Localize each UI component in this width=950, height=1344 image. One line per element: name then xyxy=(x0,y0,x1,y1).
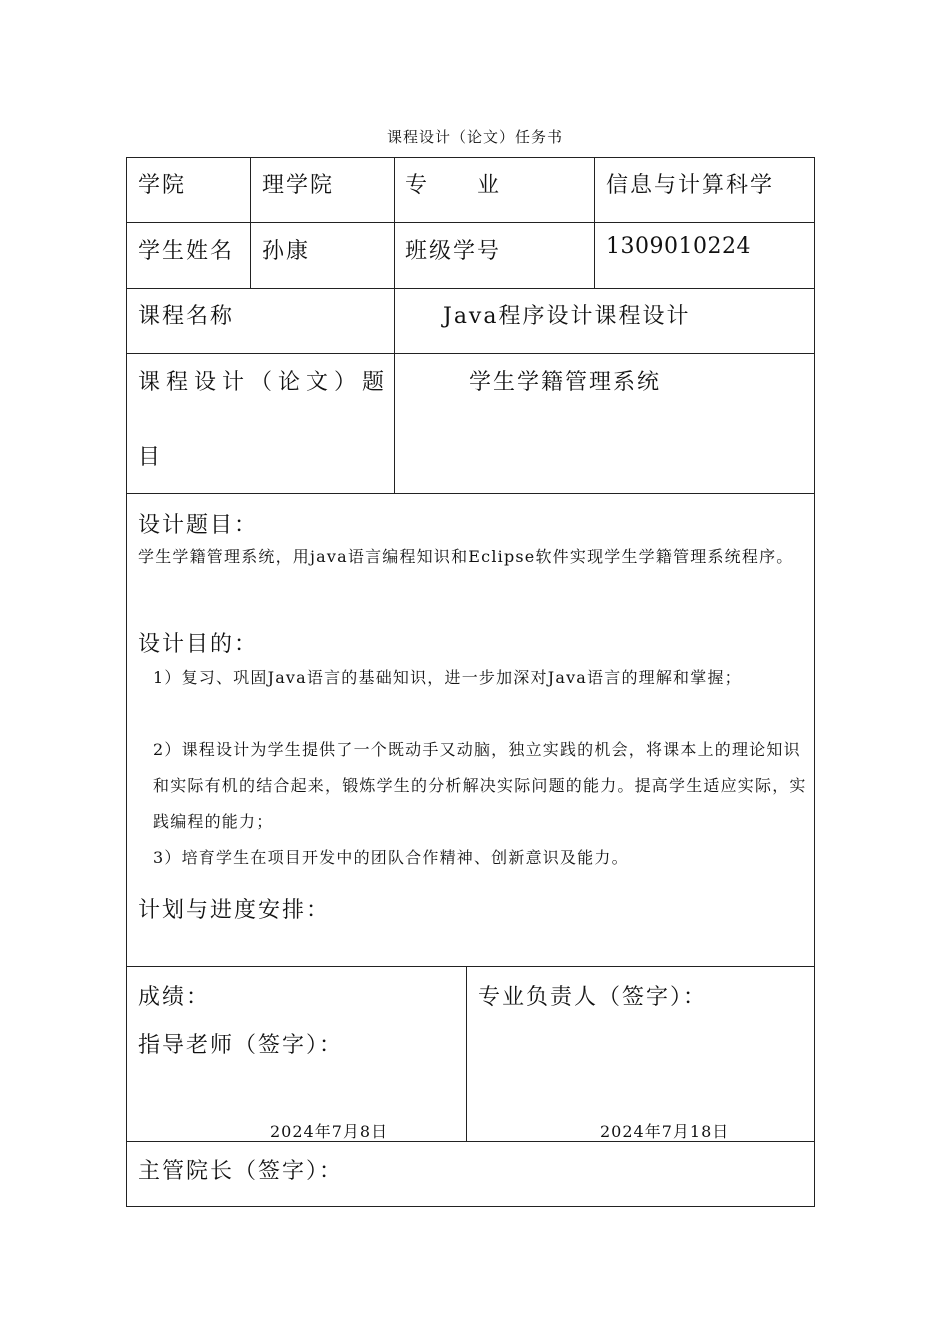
row-divider xyxy=(127,222,814,223)
document-title: 课程设计（论文）任务书 xyxy=(386,128,563,146)
design-topic-text: 学生学籍管理系统，用java语言编程知识和Eclipse软件实现学生学籍管理系统程序。 xyxy=(138,547,794,566)
advisor-date: 2024年7月8日 xyxy=(270,1122,389,1141)
major-label: 专 业 xyxy=(405,173,502,198)
topic-value: 学生学籍管理系统 xyxy=(469,370,662,395)
row-divider xyxy=(127,288,814,289)
college-value: 理学院 xyxy=(262,173,335,198)
major-head-signature-label: 专业负责人（签字）： xyxy=(478,985,708,1010)
design-purpose-heading: 设计目的： xyxy=(138,632,259,657)
purpose-item-3: 3）培育学生在项目开发中的团队合作精神、创新意识及能力。 xyxy=(153,848,629,867)
purpose-item-1: 1）复习、巩固Java语言的基础知识，进一步加深对Java语言的理解和掌握； xyxy=(153,668,742,687)
advisor-signature-label: 指导老师（签字）： xyxy=(138,1033,344,1058)
row-divider xyxy=(127,353,814,354)
purpose-item-2: 2）课程设计为学生提供了一个既动手又动脑，独立实践的机会，将课本上的理论知识和实际有机的结合起来，锻炼学生的分析解决实际问题的能力。提高学生适应实际，实践编程的能力； xyxy=(153,740,807,831)
major-value: 信息与计算科学 xyxy=(606,173,775,198)
class-id-value: 1309010224 xyxy=(606,234,751,259)
design-topic-heading: 设计题目： xyxy=(138,513,259,538)
college-label: 学院 xyxy=(138,173,187,198)
student-name-label: 学生姓名 xyxy=(138,239,235,264)
topic-label-continued: 目 xyxy=(138,445,163,470)
dean-signature-label: 主管院长（签字）： xyxy=(138,1159,344,1184)
column-divider xyxy=(394,158,395,493)
task-form-table xyxy=(126,157,815,1207)
row-divider xyxy=(127,493,814,494)
column-divider xyxy=(466,966,467,1141)
course-name-label: 课程名称 xyxy=(138,304,235,329)
plan-heading: 计划与进度安排： xyxy=(138,898,331,923)
column-divider xyxy=(250,158,251,288)
class-id-label: 班级学号 xyxy=(405,239,502,264)
column-divider xyxy=(594,158,595,288)
grade-label: 成绩： xyxy=(138,985,211,1010)
course-name-value: Java程序设计课程设计 xyxy=(443,304,691,329)
row-divider xyxy=(127,966,814,967)
student-name-value: 孙康 xyxy=(262,239,311,264)
major-head-date: 2024年7月18日 xyxy=(600,1122,730,1141)
topic-label: 课程设计（论文）题 xyxy=(138,370,391,395)
